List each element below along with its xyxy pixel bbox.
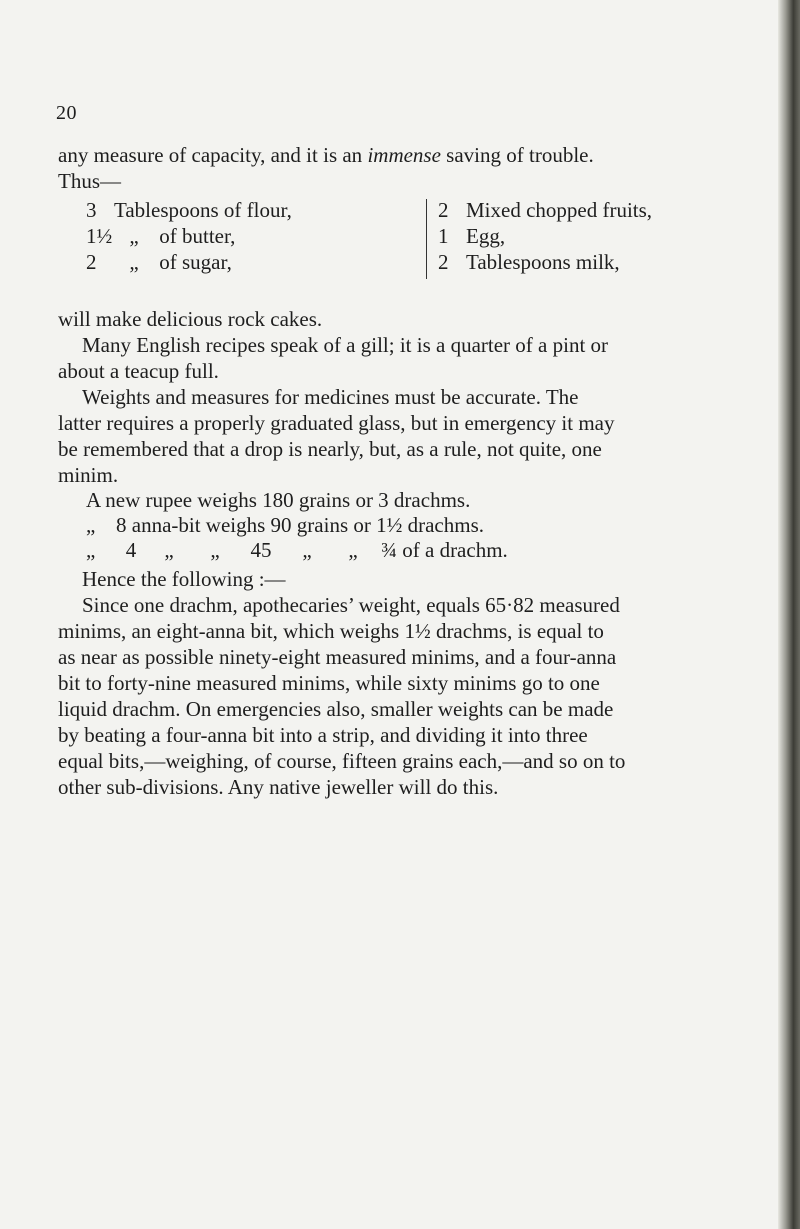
recipe-right-column — [438, 197, 718, 275]
intro-line-1: any measure of capacity, and it is an immense saving of trouble. — [58, 143, 594, 167]
closing-paragraph — [58, 566, 778, 800]
body-paragraphs — [58, 306, 778, 488]
intro-paragraph — [58, 142, 778, 194]
recipe-left-column — [86, 197, 426, 275]
closing-line: Hence the following :— — [82, 567, 286, 591]
intro-line-2: Thus— — [58, 169, 121, 193]
recipe-row: 2 Tablespoons milk, — [438, 250, 620, 274]
body-line: Many English recipes speak of a gill; it is a quarter of a pint or — [82, 333, 609, 357]
body-line: about a teacup full. — [58, 359, 219, 383]
closing-line: equal bits,—weighing, of course, fifteen grains each,—and so on to — [58, 749, 626, 773]
weights-row: „ 8 anna-bit weighs 90 grains or 1½ drachms. — [86, 513, 485, 537]
recipe-row: 1½ „ of butter, — [86, 224, 236, 248]
body-line: will make delicious rock cakes. — [58, 307, 323, 331]
page-number: 20 — [56, 102, 77, 124]
closing-line: Since one drachm, apothecaries’ weight, equals 65·82 measured — [82, 593, 620, 617]
body-line: latter requires a properly graduated glass, but in emergency it may — [58, 411, 615, 435]
weights-row: A new rupee weighs 180 grains or 3 drachms. — [86, 488, 471, 512]
column-divider — [426, 199, 427, 279]
rock-cake-recipe — [86, 197, 706, 277]
recipe-row: 1 Egg, — [438, 224, 506, 248]
emphasis-text: immense — [367, 143, 441, 167]
closing-line: liquid drachm. On emergencies also, smaller weights can be made — [58, 697, 614, 721]
closing-line: minims, an eight-anna bit, which weighs 1½ drachms, is equal to — [58, 619, 604, 643]
recipe-row: 2 Mixed chopped fruits, — [438, 198, 653, 222]
closing-line: other sub-divisions. Any native jeweller will do this. — [58, 775, 499, 799]
recipe-row: 3 Tablespoons of flour, — [86, 198, 292, 222]
closing-line: as near as possible ninety-eight measured minims, and a four-anna — [58, 645, 617, 669]
body-line: be remembered that a drop is nearly, but, as a rule, not quite, one — [58, 437, 602, 461]
weights-row: „ 4 „ „ 45 „ „ ¾ of a drachm. — [86, 538, 508, 562]
body-line: minim. — [58, 463, 119, 487]
closing-line: by beating a four-anna bit into a strip, and dividing it into three — [58, 723, 588, 747]
coin-weights-table — [86, 488, 508, 563]
closing-line: bit to forty-nine measured minims, while sixty minims go to one — [58, 671, 600, 695]
recipe-row: 2 „ of sugar, — [86, 250, 232, 274]
body-line: Weights and measures for medicines must be accurate. The — [82, 385, 579, 409]
page-edge-shadow — [778, 0, 800, 1229]
